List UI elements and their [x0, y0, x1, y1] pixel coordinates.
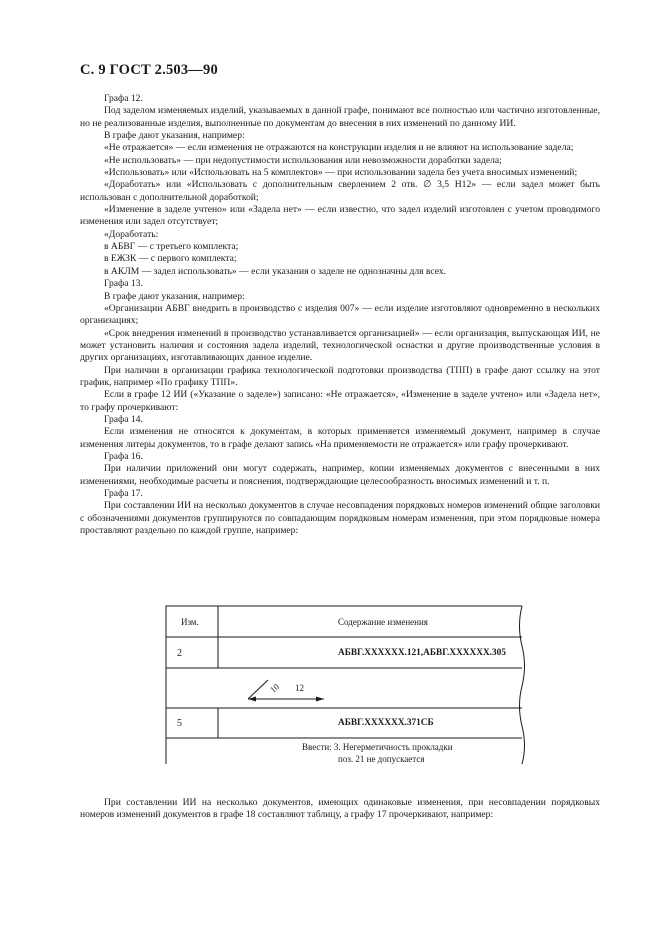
- paragraph: Графа 16.: [104, 450, 143, 462]
- paragraph: При наличии в организации графика технологической подготовки производства (ТПП) в графе дают ссылку на этот график, например «По графику ТПП».: [80, 364, 600, 388]
- dimension-leader-line: [248, 680, 268, 699]
- figure-outer-border: [166, 606, 522, 764]
- dimension-arrow-right: [316, 697, 324, 702]
- paragraph: В графе дают указания, например:: [104, 290, 245, 302]
- paragraph: Графа 13.: [104, 278, 143, 290]
- paragraph: в ЕЖЗК — с первого комплекта;: [104, 253, 237, 265]
- change-note-line2: поз. 21 не допускается: [338, 754, 425, 764]
- paragraph: в АБВГ — с третьего комплекта;: [104, 241, 239, 253]
- column-header-change-number: Изм.: [181, 617, 199, 627]
- row2-change-number: 5: [177, 718, 182, 729]
- dimension-label-12: 12: [295, 683, 304, 693]
- page-header: С. 9 ГОСТ 2.503—90: [80, 62, 218, 78]
- closing-paragraph: При составлении ИИ на несколько документов, имеющих одинаковые изменения, при несовпадении порядковых номеров изменений документов в графе 18 составляют таблицу, а графу 17 прочеркивают, например:: [80, 797, 600, 821]
- paragraph: При составлении ИИ на несколько документов в случае несовпадения порядковых номеров изменений общие заголовки с обозначениями документов группируются по совпадающим порядковым номерам изменения, при этом порядковые номера проставляют раздельно по каждой группе, например:: [80, 500, 600, 537]
- paragraph: Графа 12.: [104, 93, 143, 104]
- example-figure: [164, 604, 528, 764]
- row1-change-number: 2: [177, 648, 182, 659]
- paragraph: Под заделом изменяемых изделий, указываемых в данной графе, понимают все полностью или частично изготовленные, но не реализованные изделия, выполненные по документам до внесения в них изменений по данному ИИ.: [80, 105, 600, 129]
- paragraph: В графе дают указания, например:: [104, 130, 245, 142]
- paragraph: «Срок внедрения изменений в производство устанавливается организацией» — если организация, выпускающая ИИ, не может установить наличия и состояния задела изделий, технологической оснастки и другие производственные условия в других организациях, изготавливающих данное изделие.: [80, 327, 600, 364]
- paragraph: Графа 17.: [104, 488, 143, 499]
- paragraph: «Использовать» или «Использовать на 5 комплектов» — при использовании задела без учета вносимых изменений;: [104, 167, 578, 179]
- break-line-right: [520, 606, 525, 764]
- paragraph: «Изменение в заделе учтено» или «Задела нет» — если известно, что задел изделий изготовлен с учетом проводимого изменения или задел отсутствует;: [80, 204, 600, 228]
- paragraph: «Не отражается» — если изменения не отражаются на конструкции изделия и не влияют на использование задела;: [104, 142, 574, 154]
- body-text: [80, 93, 600, 537]
- paragraph: в АКЛМ — задел использовать» — если указания о заделе не однозначны для всех.: [104, 265, 447, 277]
- change-note-line1: Ввести: 3. Негерметичность прокладки: [302, 742, 453, 752]
- row2-document-code: АБВГ.XXXXXX.371СБ: [338, 718, 434, 728]
- dimension-label-10: 10: [268, 681, 281, 695]
- figure-frame: [164, 604, 528, 764]
- paragraph: «Не использовать» — при недопустимости использования или невозможности доработки задела;: [104, 154, 502, 166]
- paragraph: «Доработать:: [104, 228, 159, 240]
- paragraph: «Организации АБВГ внедрить в производство с изделия 007» — если изделие изготовляют одновременно в нескольких организациях;: [80, 302, 600, 327]
- paragraph: «Доработать» или «Использовать с дополнительным сверлением 2 отв. ∅ 3,5 H12» — если задел может быть использован с дополнительной доработкой;: [80, 179, 600, 203]
- paragraph: Графа 14.: [104, 413, 143, 425]
- paragraph: Если в графе 12 ИИ («Указание о заделе») записано: «Не отражается», «Изменение в заделе учтено» или «Задела нет», то графу прочеркивают:: [80, 389, 600, 413]
- closing-paragraph-block: [80, 797, 600, 822]
- paragraph: При наличии приложений они могут содержать, например, копии изменяемых документов с внесенными в них изменениями, необходимые расчеты и пояснения, подтверждающие целесообразность вносимых изменений и т. п.: [80, 463, 600, 487]
- paragraph: Если изменения не относятся к документам, в которых применяется изменяемый документ, например в случае изменения литеры документов, то в графе делают запись «На применяемости не отражается» или графу прочеркивают.: [80, 426, 600, 450]
- row1-document-codes: АБВГ.XXXXXX.121,АБВГ.XXXXXX.305: [338, 648, 506, 658]
- column-header-change-content: Содержание изменения: [338, 617, 428, 627]
